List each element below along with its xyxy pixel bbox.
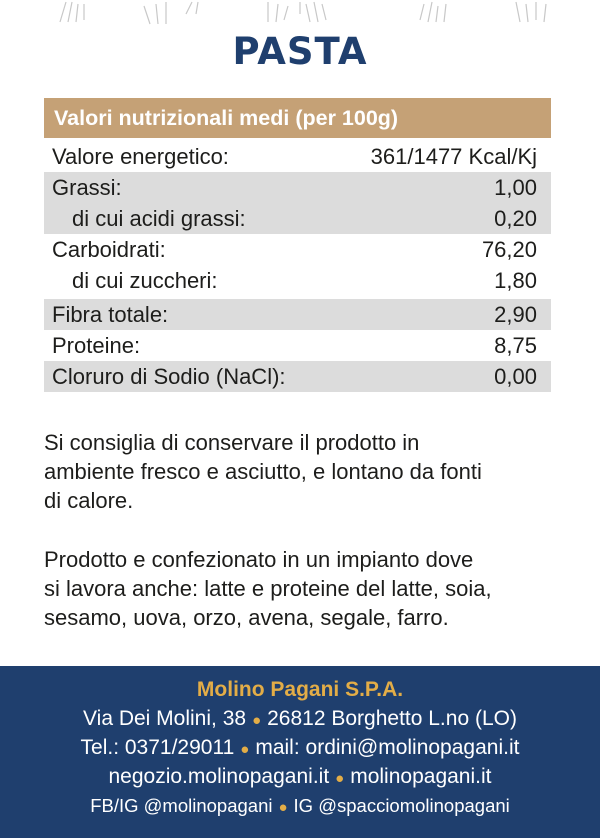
allergen-note <box>44 545 564 632</box>
row-label: Proteine: <box>52 332 141 358</box>
social-ig: IG @spacciomolinopagani <box>293 795 510 816</box>
company-footer <box>0 666 600 838</box>
bullet-icon: ● <box>252 712 262 729</box>
bullet-icon: ● <box>240 741 250 758</box>
row-label: Valore energetico: <box>52 143 229 169</box>
table-row-sugars <box>44 265 551 296</box>
row-value: 1,00 <box>494 174 537 200</box>
table-row-protein <box>44 330 551 361</box>
allergen-note-line: sesamo, uova, orzo, avena, segale, farro. <box>44 605 449 630</box>
page-title: PASTA <box>232 30 368 73</box>
phone-number: Tel.: 0371/29011 <box>80 736 235 759</box>
storage-note <box>44 428 564 515</box>
row-value: 1,80 <box>494 267 537 293</box>
row-label: Carboidrati: <box>52 236 166 262</box>
table-row-energy <box>44 141 551 172</box>
bullet-icon: ● <box>335 770 345 787</box>
storage-note-line: Si consiglia di conservare il prodotto in <box>44 430 420 455</box>
nutrition-table <box>44 98 551 392</box>
row-value: 8,75 <box>494 332 537 358</box>
company-name: Molino Pagani S.P.A. <box>196 678 404 701</box>
table-row-saturated-fat <box>44 203 551 234</box>
website: molinopagani.it <box>350 765 492 788</box>
address-street: Via Dei Molini, 38 <box>83 707 247 730</box>
storage-note-line: ambiente fresco e asciutto, e lontano da fonti <box>44 459 482 484</box>
shop-website: negozio.molinopagani.it <box>108 765 330 788</box>
bullet-icon: ● <box>278 799 288 816</box>
wheat-decoration-icon <box>0 0 600 26</box>
contact-line <box>0 733 600 762</box>
websites-line <box>0 762 600 791</box>
row-value: 2,90 <box>494 301 537 327</box>
row-label: di cui acidi grassi: <box>72 205 246 231</box>
email-address: mail: ordini@molinopagani.it <box>255 736 520 759</box>
row-value: 0,20 <box>494 205 537 231</box>
row-value: 361/1477 Kcal/Kj <box>370 143 537 169</box>
row-label: di cui zuccheri: <box>72 267 218 293</box>
address-line <box>0 704 600 733</box>
table-row-fat <box>44 172 551 203</box>
allergen-note-line: Prodotto e confezionato in un impianto dove <box>44 547 474 572</box>
address-city: 26812 Borghetto L.no (LO) <box>267 707 517 730</box>
allergen-note-line: si lavora anche: latte e proteine del latte, soia, <box>44 576 492 601</box>
row-label: Grassi: <box>52 174 122 200</box>
table-row-salt <box>44 361 551 392</box>
table-row-carbohydrates <box>44 234 551 265</box>
row-label: Fibra totale: <box>52 301 169 327</box>
social-fb-ig: FB/IG @molinopagani <box>90 795 273 816</box>
row-label: Cloruro di Sodio (NaCl): <box>52 363 286 389</box>
row-value: 0,00 <box>494 363 537 389</box>
social-line <box>0 791 600 820</box>
storage-note-line: di calore. <box>44 488 134 513</box>
table-row-fiber <box>44 299 551 330</box>
nutrition-table-header: Valori nutrizionali medi (per 100g) <box>44 98 551 138</box>
row-value: 76,20 <box>481 236 537 262</box>
